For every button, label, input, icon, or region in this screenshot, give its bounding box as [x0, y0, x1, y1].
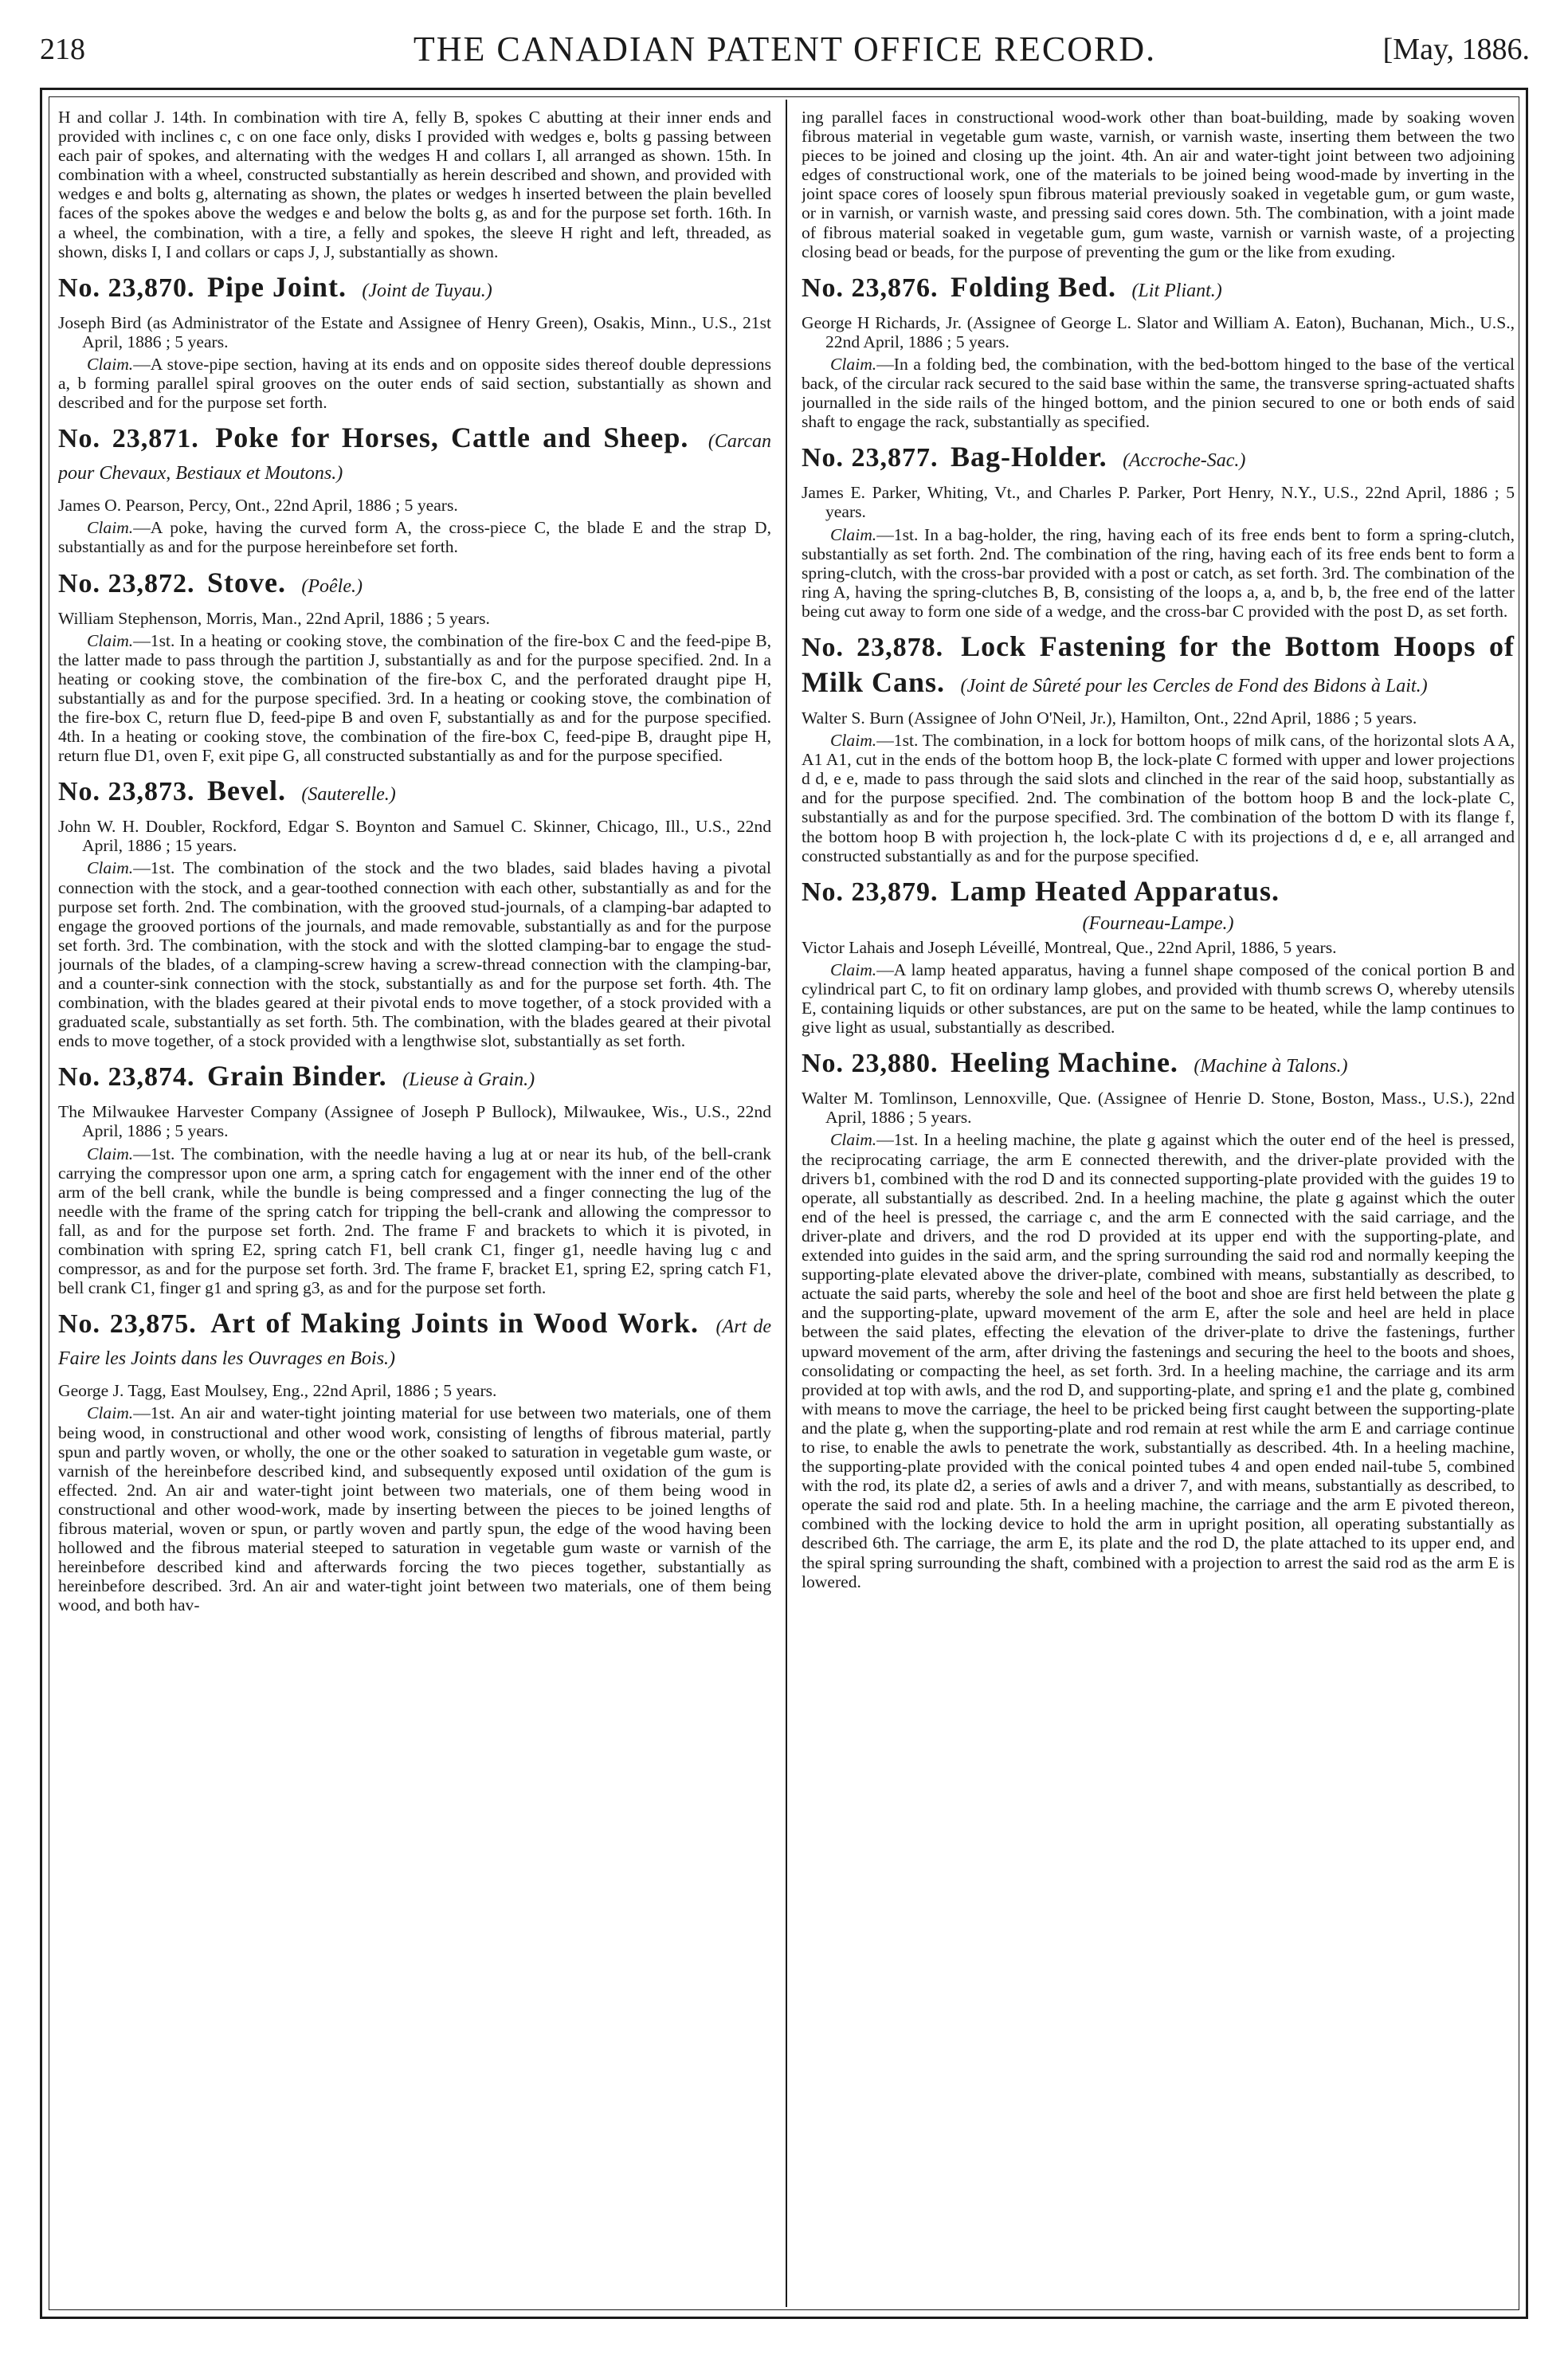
claim-label: Claim.: [87, 354, 134, 374]
patent-number: No. 23,880.: [802, 1049, 939, 1079]
patent-number: No. 23,879.: [802, 877, 939, 907]
claim: [802, 731, 1515, 865]
patent-number: No. 23,876.: [802, 273, 939, 303]
page-header: [40, 21, 1530, 78]
claim-text: —1st. The combination, with the needle having a lug at or near its hub, of the bell-crank carrying the compressor upon one arm, a spring catch for engagement with the inner end of the other arm of the bell crank, while the bundle is being compressed and a finger connecting the lug of the needle with the frame of the spring catch for tripping the bell-crank and allowing the compressor to fall, as and for the purpose set forth. 2nd. The frame F and brackets to which it is pivoted, in combination with spring E2, spring catch F1, bell crank C1, finger g1, needle having lug c and compressor, as and for the purpose set forth. 3rd. The frame F, bracket E1, spring E2, spring catch F1, bell crank C1, finger g1 and spring g3, as and for the purpose set forth.: [58, 1144, 771, 1298]
entry-heading: [58, 1307, 771, 1375]
patent-title: Stove.: [206, 566, 286, 598]
patent-title: Lamp Heated Apparatus.: [950, 874, 1280, 907]
entry-heading: [58, 422, 771, 489]
patent-entry: [58, 422, 771, 556]
claim: [802, 1130, 1515, 1591]
claim-text: —1st. In a bag-holder, the ring, having each of its free ends bent to form a spring-clutch, substantially as set forth. 2nd. The combination of the ring, having each of its free ends bent to form a spring-clutch, with the cross-bar provided with a post or catch, as set forth. 3rd. The combination of the ring A, having the spring-clutches B, B, consisting of the loops a, a, and b, b, the free end of the latter being cut away to form one side of a wedge, and the cross-bar C provided with the post D, as set forth.: [802, 524, 1515, 621]
claim-text: —A lamp heated apparatus, having a funnel shape composed of the conical portion B and cylindrical part C, to fit on ordinary lamp globes, and provided with thumb screws O, whereby utensils E, containing liquids or other substances, are put on the same to be heated, while the lamp continues to give light as usual, substantially as described.: [802, 959, 1515, 1038]
patentee: James E. Parker, Whiting, Vt., and Charles P. Parker, Port Henry, N.Y., U.S., 22nd April, 1886 ; 5 years.: [802, 483, 1515, 522]
entry-heading: [58, 775, 771, 810]
patent-number: No. 23,873.: [58, 777, 195, 807]
claim-text: —1st. In a heating or cooking stove, the combination of the fire-box C and the feed-pipe B, the latter made to pass through the partition J, substantially as and for the purpose specified. 2nd. In a heating or cooking stove, the combination of the fire-box C, and the perforated draught pipe H, substantially as and for the purpose specified. 3rd. In a heating or cooking stove, the combination of the fire-box C, return flue D, feed-pipe B and oven F, substantially as and for the purpose specified. 4th. In a heating or cooking stove, the combination of the fire-box C, feed-pipe B, draught pipe H, return flue D1, oven F, exit pipe G, all constructed substantially as and for the purpose specified.: [58, 630, 771, 766]
entry-heading: [58, 1060, 771, 1096]
claim-text: —1st. The combination, in a lock for bottom hoops of milk cans, of the horizontal slots A A, A1 A1, cut in the ends of the bottom hoop B, the lock-plate C formed with upper and lower projections d d, e e, made to pass through the said slots and clinched in the rear of the said hoop, substantially as and for the purpose specified. 2nd. The combination of the bottom hoop B and the lock-plate C, substantially as and for the purpose specified. 3rd. The combination of the bottom D with its flange f, the bottom hoop B with projection h, the lock-plate C with its projections d d, e e, all arranged and constructed substantially as and for the purpose specified.: [802, 731, 1515, 865]
patent-title: Grain Binder.: [206, 1060, 387, 1093]
patentee: George H Richards, Jr. (Assignee of George L. Slator and William A. Eaton), Buchanan, Mich., U.S., 22nd April, 1886 ; 5 years.: [802, 312, 1515, 351]
patent-entry: [802, 271, 1515, 432]
continued-claim-text: H and collar J. 14th. In combination with tire A, felly B, spokes C abutting at their inner ends and provided with inclines c, c on one face only, disks I provided with wedges e, bolts g passing between each pair of spokes, and alternating with the wedges H and collars I, all arranged as shown. 15th. In combination with a wheel, constructed substantially as herein described and shown, and provided with wedges e and bolts g, alternating as shown, the plates or wedges h inserted between the plain bevelled faces of the spokes above the wedges e and below the bolts g, as and for the purpose set forth. 16th. In a wheel, the combination, with a tire, a felly and spokes, the sleeve H right and left, threaded, as shown, disks I, I and collars or caps J, J, substantially as shown.: [58, 108, 771, 261]
claim-text: —A stove-pipe section, having at its ends and on opposite sides thereof double depressions a, b forming parallel spiral grooves on the outer ends of said section, substantially as shown and described and for the purpose set forth.: [58, 354, 771, 413]
patent-title: Poke for Horses, Cattle and Sheep.: [215, 422, 689, 454]
claim-label: Claim.: [87, 518, 134, 538]
french-title: (Poêle.): [301, 575, 363, 597]
patentee: Victor Lahais and Joseph Léveillé, Montreal, Que., 22nd April, 1886, 5 years.: [802, 937, 1337, 957]
claim: [58, 355, 771, 412]
patentee: Walter S. Burn (Assignee of John O'Neil, Jr.), Hamilton, Ont., 22nd April, 1886 ; 5 years.: [802, 708, 1417, 728]
claim-label: Claim.: [830, 1130, 877, 1150]
patentee: Joseph Bird (as Administrator of the Estate and Assignee of Henry Green), Osakis, Minn., U.S., 21st April, 1886 ; 5 years.: [58, 312, 771, 351]
entry-heading: [802, 630, 1515, 702]
patent-number: No. 23,871.: [58, 424, 199, 454]
page-frame: [40, 88, 1528, 2319]
right-column: [802, 108, 1515, 2291]
patentee: John W. H. Doubler, Rockford, Edgar S. Boynton and Samuel C. Skinner, Chicago, Ill., U.S., 22nd April, 1886 ; 15 years.: [58, 817, 771, 856]
claim: [58, 1144, 771, 1298]
patentee: Walter M. Tomlinson, Lennoxville, Que. (Assignee of Henrie D. Stone, Boston, Mass., U.S.), 22nd April, 1886 ; 5 years.: [802, 1089, 1515, 1128]
claim: [802, 525, 1515, 621]
patent-entry: [58, 1060, 771, 1297]
entry-heading: [802, 875, 1515, 911]
claim: [58, 858, 771, 1050]
patent-title: Folding Bed.: [950, 270, 1117, 303]
french-title: (Accroche-Sac.): [1123, 450, 1246, 472]
french-title: (Machine à Talons.): [1194, 1056, 1348, 1077]
patent-number: No. 23,877.: [802, 443, 939, 473]
entry-heading: [802, 1046, 1515, 1082]
claim-label: Claim.: [87, 630, 134, 650]
claim-label: Claim.: [830, 959, 877, 979]
patent-entry: [802, 1046, 1515, 1591]
claim-text: —1st. An air and water-tight jointing material for use between two materials, one of them being wood, in constructional and other wood work, consisting of lengths of fibrous material, partly spun and partly woven, or wholly, the one or the other soaked to saturation in vegetable gum waste, or varnish of the hereinbefore described kind, and subsequently exposed until oxidation of the gum is effected. 2nd. An air and water-tight joint between two materials, one of them being wood in constructional and other wood-work, made by inserting between the pieces to be joined lengths of fibrous material, woven or spun, or partly woven and partly spun, the edge of the wood having been hollowed and the fibrous material steeped to saturation in vegetable gum waste or varnish of the hereinbefore described kind and afterwards forcing the two pieces together, substantially as hereinbefore described. 3rd. An air and water-tight joint between two materials, one of them being wood, and both hav-: [58, 1403, 771, 1615]
patent-number: No. 23,875.: [58, 1309, 197, 1340]
patent-entry: [58, 775, 771, 1050]
claim: [58, 518, 771, 556]
patent-title: Heeling Machine.: [950, 1046, 1178, 1079]
french-title: (Joint de Sûreté pour les Cercles de Fond des Bidons à Lait.): [960, 675, 1428, 696]
patent-entry: [802, 630, 1515, 865]
publication-title: THE CANADIAN PATENT OFFICE RECORD.: [413, 29, 1157, 69]
french-title: (Joint de Tuyau.): [362, 280, 492, 301]
patent-entry: [58, 1307, 771, 1615]
french-title: (Sauterelle.): [301, 784, 396, 806]
patent-entry: [802, 875, 1515, 1038]
patent-title: Bag-Holder.: [950, 441, 1107, 473]
claim: [58, 631, 771, 766]
entry-heading: [802, 441, 1515, 477]
patent-number: No. 23,878.: [802, 632, 944, 662]
claim: [802, 960, 1515, 1037]
entry-heading: [802, 271, 1515, 307]
french-title: (Art de Faire les Joints dans les Ouvrages en Bois.): [58, 1316, 771, 1370]
patent-entry: [58, 271, 771, 412]
claim: [58, 1403, 771, 1615]
claim-text: —1st. The combination of the stock and the two blades, said blades having a pivotal connection with the stock, and a gear-toothed connection with each other, substantially as and for the purpose set forth. 2nd. The combination, with the grooved stud-journals, of a clamping-bar adapted to engage the grooved portions of the journals, and made removable, substantially as and for the purpose set forth. 3rd. The combination, with the stock and with the slotted clamping-bar to engage the stud-journals of the blades, of a clamping-screw having a screw-thread connection with the clamping-bar, and a counter-sink connection with the stock, substantially as and for the purpose set forth. 4th. The combination, with the blades geared at their pivotal ends to move together, of a stock provided with a graduated scale, substantially as set forth. 5th. The combination, with the blades geared at their pivotal ends to move together, of a stock provided with a lengthwise slot, substantially as set forth.: [58, 858, 771, 1051]
patent-title: Pipe Joint.: [206, 270, 347, 303]
french-title: (Lieuse à Grain.): [402, 1069, 535, 1091]
patentee: George J. Tagg, East Moulsey, Eng., 22nd April, 1886 ; 5 years.: [58, 1381, 497, 1401]
claim-label: Claim.: [87, 1144, 134, 1163]
patent-title: Lock Fastening for the Bottom Hoops of Milk Cans.: [802, 630, 1515, 698]
french-title: (Lit Pliant.): [1131, 280, 1222, 301]
patent-number: No. 23,874.: [58, 1062, 195, 1093]
patent-title: Art of Making Joints in Wood Work.: [210, 1307, 699, 1340]
patent-entry: [58, 567, 771, 766]
continued-claim-text: ing parallel faces in constructional wood-work other than boat-building, made by soaking woven fibrous material in vegetable gum waste, varnish, or varnish waste, inserting them between the two pieces to be joined and closing up the joint. 4th. An air and water-tight joint between two adjoining edges of constructional work, one of the materials to be joined being wood-made by inverting in the joint space cores of loosely spun fibrous material previously soaked in vegetable gum, or gum waste, or in varnish, or varnish waste, and pressing said cores down. 5th. The combination, with a joint made of fibrous material soaked in vegetable gum, gum waste, varnish or varnish waste, of a projecting closing bead or beads, for the purpose of preventing the gum or the like from exuding.: [802, 108, 1515, 261]
page-number: 218: [40, 33, 85, 66]
patentee: The Milwaukee Harvester Company (Assignee of Joseph P Bullock), Milwaukee, Wis., U.S., 22nd April, 1886 ; 5 years.: [58, 1102, 771, 1141]
claim-label: Claim.: [830, 524, 877, 544]
left-column: [58, 108, 771, 2291]
french-title: (Fourneau-Lampe.): [1082, 912, 1234, 934]
claim-text: —In a folding bed, the combination, with the bed-bottom hinged to the base of the vertical back, of the circular rack secured to the said base within the same, the transverse spring-actuated shafts journalled in the side rails of the hinged bottom, and the pinion secured to one or both ends of said shaft to engage the rack, substantially as specified.: [802, 354, 1515, 432]
column-divider: [786, 100, 787, 2307]
french-title: (Carcan pour Chevaux, Bestiaux et Moutons.): [58, 431, 771, 485]
entry-heading: [58, 271, 771, 307]
patentee: William Stephenson, Morris, Man., 22nd April, 1886 ; 5 years.: [58, 608, 490, 628]
claim-label: Claim.: [830, 731, 877, 751]
patentee: James O. Pearson, Percy, Ont., 22nd April, 1886 ; 5 years.: [58, 496, 458, 516]
patent-title: Bevel.: [206, 775, 286, 807]
claim-label: Claim.: [830, 354, 877, 374]
claim-label: Claim.: [87, 1403, 134, 1423]
issue-date: [May, 1886.: [1382, 33, 1530, 66]
patent-number: No. 23,870.: [58, 273, 195, 303]
claim: [802, 355, 1515, 431]
patent-number: No. 23,872.: [58, 568, 195, 598]
claim-label: Claim.: [87, 858, 134, 878]
claim-text: —A poke, having the curved form A, the cross-piece C, the blade E and the strap D, substantially as and for the purpose hereinbefore set forth.: [58, 518, 771, 557]
entry-heading: [58, 567, 771, 602]
patent-entry: [802, 441, 1515, 621]
claim-text: —1st. In a heeling machine, the plate g against which the outer end of the heel is pressed, the reciprocating carriage, the arm E connected therewith, and the driver-plate provided with the drivers b1, combined with the rod D and its connected supporting-plate provided with the guides 19 to operate, all substantially as described. 2nd. In a heeling machine, the plate g against which the outer end of the heel is pressed, the carriage c, and the arm E connected with the said carriage, and the driver-plate and drivers, and the rod D provided at its upper end with the supporting-plate, and extended into guides in the said arm, and the spring surrounding the said rod and normally keeping the supporting-plate elevated above the driver-plate, combined with means, substantially as described, to actuate the said parts, whereby the sole and heel of the boot and shoe are first held between the plate g and the supporting-plate, upward movement of the arm E, after the sole and heel are held in place between the said plates, effecting the elevation of the driver-plate to drive the fastenings, further upward movement of the arm, after driving the fastenings and securing the heel to the boots and shoes, consolidating or compacting the heel, as set forth. 3rd. In a heeling machine, the carriage and its arm provided at top with awls, and the rod D, and supporting-plate, and spring e1 and the plate g, combined with means to move the carriage, the heel to be pricked being first caught between the supporting-plate and the plate g, when the supporting-plate and rod remain at rest while the arm E and carriage continue to rise, to enable the awls to penetrate the work, substantially as described. 4th. In a heeling machine, the supporting-plate provided with the conical pointed tubes 4 and open ended nail-tube 5, combined with the rod, its plate d2, a series of awls and a driver 7, and with means, substantially as described, to operate the said rod and plate. 5th. In a heeling machine, the carriage and the arm E pivoted thereon, combined with the locking device to hold the arm in upright position, all operating substantially as described 6th. The carriage, the arm E, its plate and the rod D, the plate attached to its upper end, and the spiral spring surrounding the shaft, combined with a projection to arrest the said rod as the arm E is lowered.: [802, 1130, 1515, 1591]
